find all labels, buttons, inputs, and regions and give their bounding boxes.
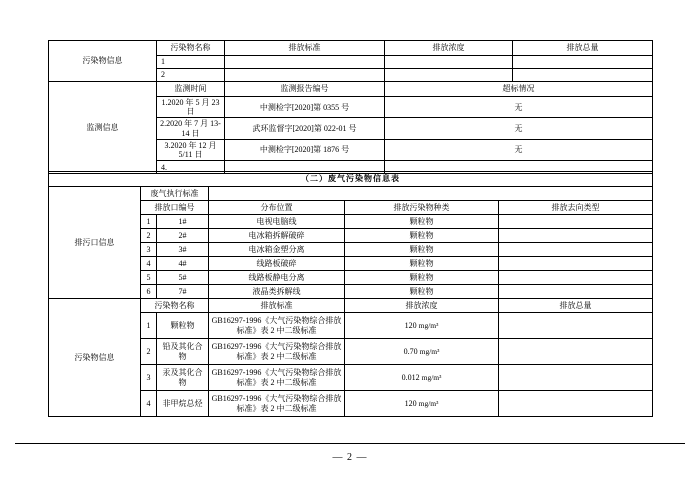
monitor-report-2: 武环监督字[2020]第 022-01 号 [225, 118, 385, 139]
gas-pollutant-conc-1: 120 mg/m³ [345, 313, 499, 339]
pollutant-total-2 [513, 69, 653, 82]
outlet-no-4: 4 [141, 257, 157, 271]
col-header-pollutant-name: 污染物名称 [157, 41, 225, 56]
col-header-outlet-pollutant-kind: 排放污染物种类 [345, 201, 499, 215]
outlet-direction-1 [499, 215, 653, 229]
outlet-code-2: 2# [157, 229, 209, 243]
col-header-gas-pollutant-name: 污染物名称 [141, 299, 209, 313]
monitor-report-3: 中测检字[2020]第 1876 号 [225, 139, 385, 160]
outlet-direction-6 [499, 285, 653, 299]
outlet-no-3: 3 [141, 243, 157, 257]
row-label-outlet-info: 排污口信息 [49, 187, 141, 299]
gas-pollutant-total-4 [499, 391, 653, 417]
pollutant-standard-1 [225, 56, 385, 69]
gas-pollutant-no-3: 3 [141, 365, 157, 391]
table-row [49, 82, 653, 97]
monitor-time-2: 2.2020 年 7 月 13-14 日 [157, 118, 225, 139]
col-header-emission-total: 排放总量 [513, 41, 653, 56]
outlet-kind-1: 颗粒物 [345, 215, 499, 229]
col-header-exceed-status: 超标情况 [385, 82, 653, 97]
outlet-location-5: 线路板静电分离 [209, 271, 345, 285]
gas-pollutant-conc-4: 120 mg/m³ [345, 391, 499, 417]
gas-pollutant-no-1: 1 [141, 313, 157, 339]
table-row [49, 187, 653, 201]
outlet-code-5: 5# [157, 271, 209, 285]
col-header-emission-concentration: 排放浓度 [385, 41, 513, 56]
row-label-monitor-info: 监测信息 [49, 82, 157, 174]
gas-pollutant-standard-1: GB16297-1996《大气污染物综合排放标准》表 2 中二级标准 [209, 313, 345, 339]
table-row [49, 41, 653, 56]
outlet-location-2: 电冰箱拆解破碎 [209, 229, 345, 243]
outlet-kind-2: 颗粒物 [345, 229, 499, 243]
pollutant-index-2: 2 [157, 69, 225, 82]
monitor-report-1: 中测检字[2020]第 0355 号 [225, 97, 385, 118]
pollutant-conc-2 [385, 69, 513, 82]
monitor-exceed-3: 无 [385, 139, 653, 160]
outlet-no-1: 1 [141, 215, 157, 229]
gas-pollutant-total-1 [499, 313, 653, 339]
gas-pollutant-no-4: 4 [141, 391, 157, 417]
pollutant-conc-1 [385, 56, 513, 69]
col-header-gas-standard: 排放标准 [209, 299, 345, 313]
pollutant-total-1 [513, 56, 653, 69]
outlet-kind-5: 颗粒物 [345, 271, 499, 285]
footer-divider [15, 443, 685, 444]
outlet-location-6: 液晶类拆解线 [209, 285, 345, 299]
outlet-location-3: 电冰箱金塑分离 [209, 243, 345, 257]
gas-pollutant-total-2 [499, 339, 653, 365]
gas-pollutant-name-1: 颗粒物 [157, 313, 209, 339]
gas-pollutant-standard-2: GB16297-1996《大气污染物综合排放标准》表 2 中二级标准 [209, 339, 345, 365]
outlet-location-1: 电视电脑线 [209, 215, 345, 229]
col-header-outlet-direction: 排放去向类型 [499, 201, 653, 215]
outlet-direction-5 [499, 271, 653, 285]
monitor-exceed-1: 无 [385, 97, 653, 118]
table-waste-gas-info [48, 171, 653, 417]
outlet-code-3: 3# [157, 243, 209, 257]
outlet-code-4: 4# [157, 257, 209, 271]
value-gas-standard [209, 187, 653, 201]
table-row [49, 299, 653, 313]
col-header-monitor-report-no: 监测报告编号 [225, 82, 385, 97]
table-title-row [49, 172, 653, 187]
col-header-outlet-location: 分布位置 [209, 201, 345, 215]
col-header-outlet-no: 排放口编号 [141, 201, 209, 215]
outlet-no-2: 2 [141, 229, 157, 243]
outlet-kind-3: 颗粒物 [345, 243, 499, 257]
col-header-gas-total: 排放总量 [499, 299, 653, 313]
col-header-emission-standard: 排放标准 [225, 41, 385, 56]
row-label-gas-pollutant-info: 污染物信息 [49, 299, 141, 417]
monitor-exceed-2: 无 [385, 118, 653, 139]
outlet-kind-4: 颗粒物 [345, 257, 499, 271]
gas-pollutant-standard-4: GB16297-1996《大气污染物综合排放标准》表 2 中二级标准 [209, 391, 345, 417]
gas-pollutant-total-3 [499, 365, 653, 391]
outlet-location-4: 线路板破碎 [209, 257, 345, 271]
page-number: — 2 — [332, 452, 368, 463]
gas-pollutant-no-2: 2 [141, 339, 157, 365]
monitor-time-4: 4. [157, 161, 225, 174]
outlet-direction-4 [499, 257, 653, 271]
outlet-direction-2 [499, 229, 653, 243]
label-gas-standard: 废气执行标准 [141, 187, 209, 201]
outlet-direction-3 [499, 243, 653, 257]
gas-pollutant-name-2: 铅及其化合物 [157, 339, 209, 365]
table-wastewater-info [48, 40, 653, 174]
pollutant-standard-2 [225, 69, 385, 82]
outlet-no-6: 6 [141, 285, 157, 299]
pollutant-index-1: 1 [157, 56, 225, 69]
outlet-kind-6: 颗粒物 [345, 285, 499, 299]
monitor-time-3: 3.2020 年 12 月 5/11 日 [157, 139, 225, 160]
col-header-gas-concentration: 排放浓度 [345, 299, 499, 313]
gas-pollutant-name-4: 非甲烷总烃 [157, 391, 209, 417]
outlet-code-6: 7# [157, 285, 209, 299]
outlet-no-5: 5 [141, 271, 157, 285]
gas-pollutant-standard-3: GB16297-1996《大气污染物综合排放标准》表 2 中二级标准 [209, 365, 345, 391]
monitor-time-1: 1.2020 年 5 月 23 日 [157, 97, 225, 118]
col-header-monitor-time: 监测时间 [157, 82, 225, 97]
gas-pollutant-conc-3: 0.012 mg/m³ [345, 365, 499, 391]
outlet-code-1: 1# [157, 215, 209, 229]
row-label-pollutant-info: 污染物信息 [49, 41, 157, 82]
table-title: （二）废气污染物信息表 [49, 172, 653, 187]
gas-pollutant-conc-2: 0.70 mg/m³ [345, 339, 499, 365]
gas-pollutant-name-3: 汞及其化合物 [157, 365, 209, 391]
